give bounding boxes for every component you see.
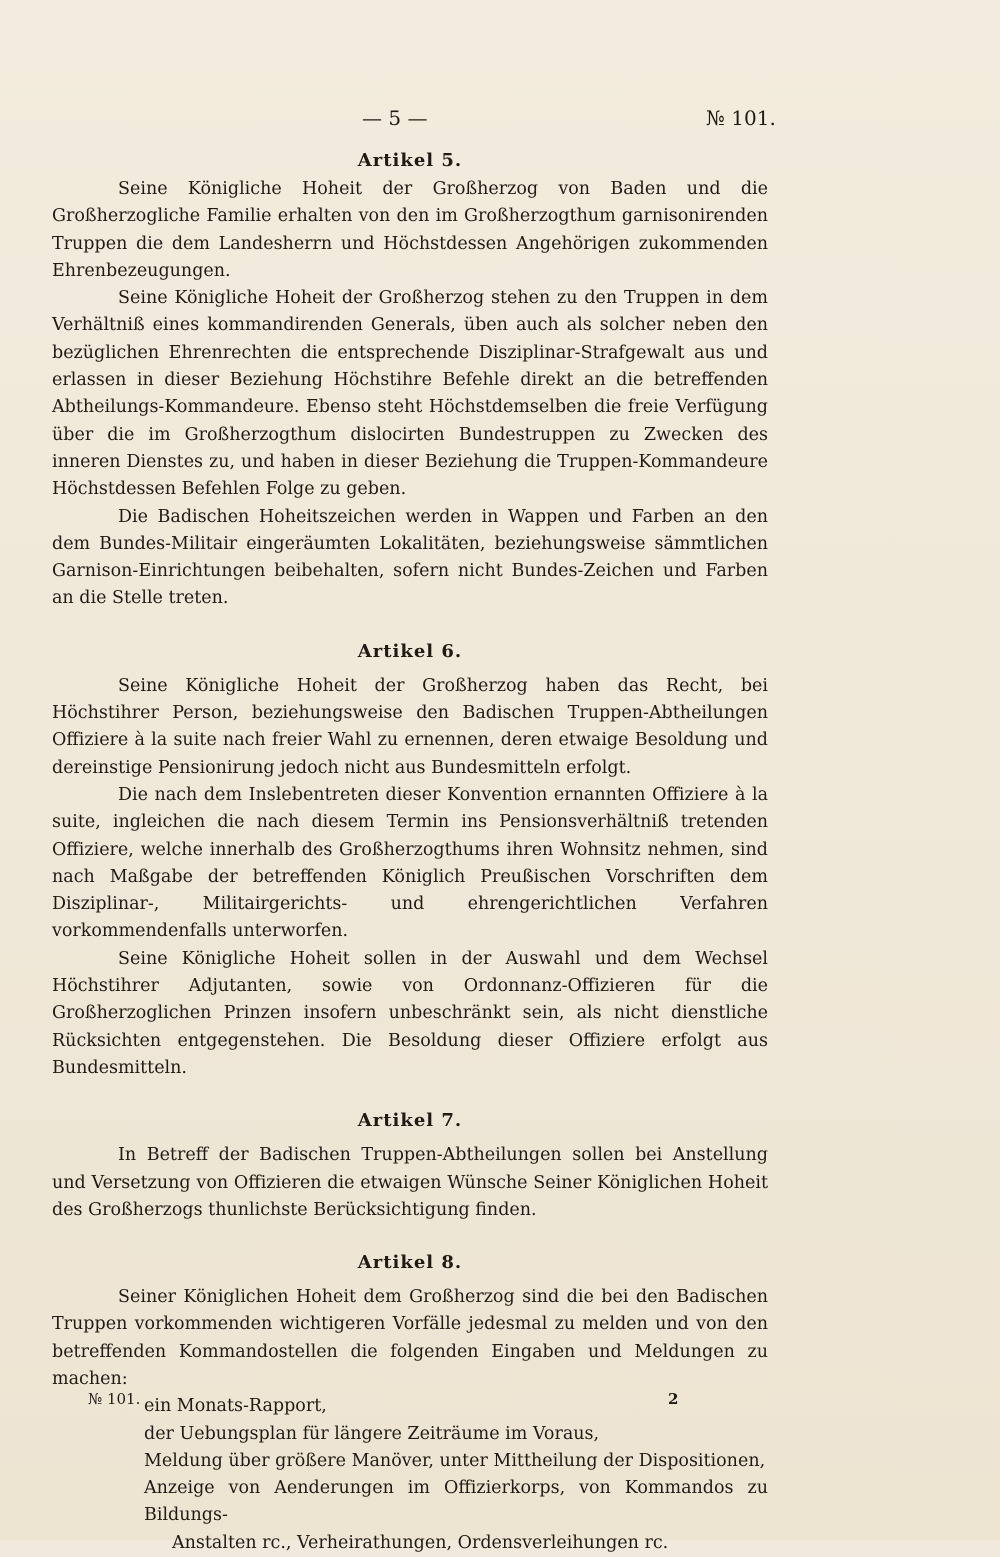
footer-document-number: № 101. xyxy=(88,1390,141,1408)
page-header xyxy=(0,104,1000,138)
paragraph: Seine Königliche Hoheit der Großherzog von Baden und die Großherzogliche Familie erhalten von den im Großherzogthum garnisonirenden Truppen die dem Landesherrn und Höchstdessen Angehörigen zukommenden Ehrenbezeugungen. xyxy=(52,179,768,281)
paragraph: Die Badischen Hoheitszeichen werden in Wappen und Farben an den dem Bundes-Militair eingeräumten Lokalitäten, beziehungsweise sämmtlichen Garnison-Einrichtungen beibehalten, sofern nicht Bundes-Zeichen und Farben an die Stelle treten. xyxy=(52,506,768,609)
article-6 xyxy=(52,637,768,1082)
paragraph: Seine Königliche Hoheit der Großherzog haben das Recht, bei Höchstihrer Person, beziehungsweise den Badischen Truppen-Abtheilungen Offiziere à la suite nach freier Wahl zu ernennen, deren etwaige Besoldung und dereinstige Pensionirung jedoch nicht aus Bundesmitteln erfolgt. xyxy=(52,675,768,778)
document-body xyxy=(52,146,768,1557)
signature-mark: 2 xyxy=(668,1390,679,1408)
list-item: Anstalten rc., Verheirathungen, Ordensverleihungen rc. xyxy=(172,1532,669,1553)
paragraph: Seiner Königlichen Hoheit dem Großherzog sind die bei den Badischen Truppen vorkommenden wichtigeren Vorfälle jedesmal zu melden und von den betreffenden Kommandostellen die folgenden Eingaben und Meldungen zu machen: xyxy=(52,1287,768,1389)
article-5 xyxy=(52,146,768,613)
document-number: № 101. xyxy=(706,106,776,130)
paragraph: In Betreff der Badischen Truppen-Abtheilungen sollen bei Anstellung und Versetzung von Offizieren die etwaigen Wünsche Seiner Königlichen Hoheit des Großherzogs thunlichste Berücksichtigung finden. xyxy=(52,1145,768,1220)
list-item: der Uebungsplan für längere Zeiträume im Voraus, xyxy=(144,1423,600,1444)
list-item: Meldung über größere Manöver, unter Mittheilung der Dispositionen, xyxy=(144,1450,766,1471)
paragraph: Die nach dem Inslebentreten dieser Konvention ernannten Offiziere à la suite, ingleichen die nach diesem Termin ins Pensionsverhältniß tretenden Offiziere, welche innerhalb des Großherzogthums ihren Wohnsitz nehmen, sind nach Maßgabe der betreffenden Königlich Preußischen Vorschriften dem Disziplinar-, Militairgerichts- und ehrengerichtlichen Verfahren vorkommendenfalls unterworfen. xyxy=(52,784,768,942)
list-item: Anzeige von Aenderungen im Offizierkorps, von Kommandos zu Bildungs- xyxy=(144,1478,768,1526)
article-7 xyxy=(52,1106,768,1224)
article-heading: Artikel 8. xyxy=(357,1252,463,1274)
article-heading: Artikel 5. xyxy=(357,150,463,171)
paragraph: Seine Königliche Hoheit sollen in der Auswahl und dem Wechsel Höchstihrer Adjutanten, sowie von Ordonnanz-Offizieren für die Großherzoglichen Prinzen insofern unbeschränkt sein, als nicht dienstliche Rücksichten entgegenstehen. Die Besoldung dieser Offiziere erfolgt aus Bundesmitteln. xyxy=(52,948,768,1078)
list-item: ein Monats-Rapport, xyxy=(144,1396,327,1417)
article-heading: Artikel 7. xyxy=(357,1110,463,1132)
page-footer xyxy=(0,1390,1000,1420)
page-number: — 5 — xyxy=(362,106,428,130)
article-heading: Artikel 6. xyxy=(357,640,463,662)
paragraph: Seine Königliche Hoheit der Großherzog stehen zu den Truppen in dem Verhältniß eines kommandirenden Generals, üben auch als solcher neben den bezüglichen Ehrenrechten die entsprechende Disziplinar-Strafgewalt aus und erlassen in dieser Beziehung Höchstihre Befehle direkt an die betreffenden Abtheilungs-Kommandeure. Ebenso steht Höchstdemselben die freie Verfügung über die im Großherzogthum dislocirten Bundestruppen zu Zwecken des inneren Dienstes zu, und haben in dieser Beziehung die Truppen-Kommandeure Höchstdessen Befehlen Folge zu geben. xyxy=(52,288,768,500)
